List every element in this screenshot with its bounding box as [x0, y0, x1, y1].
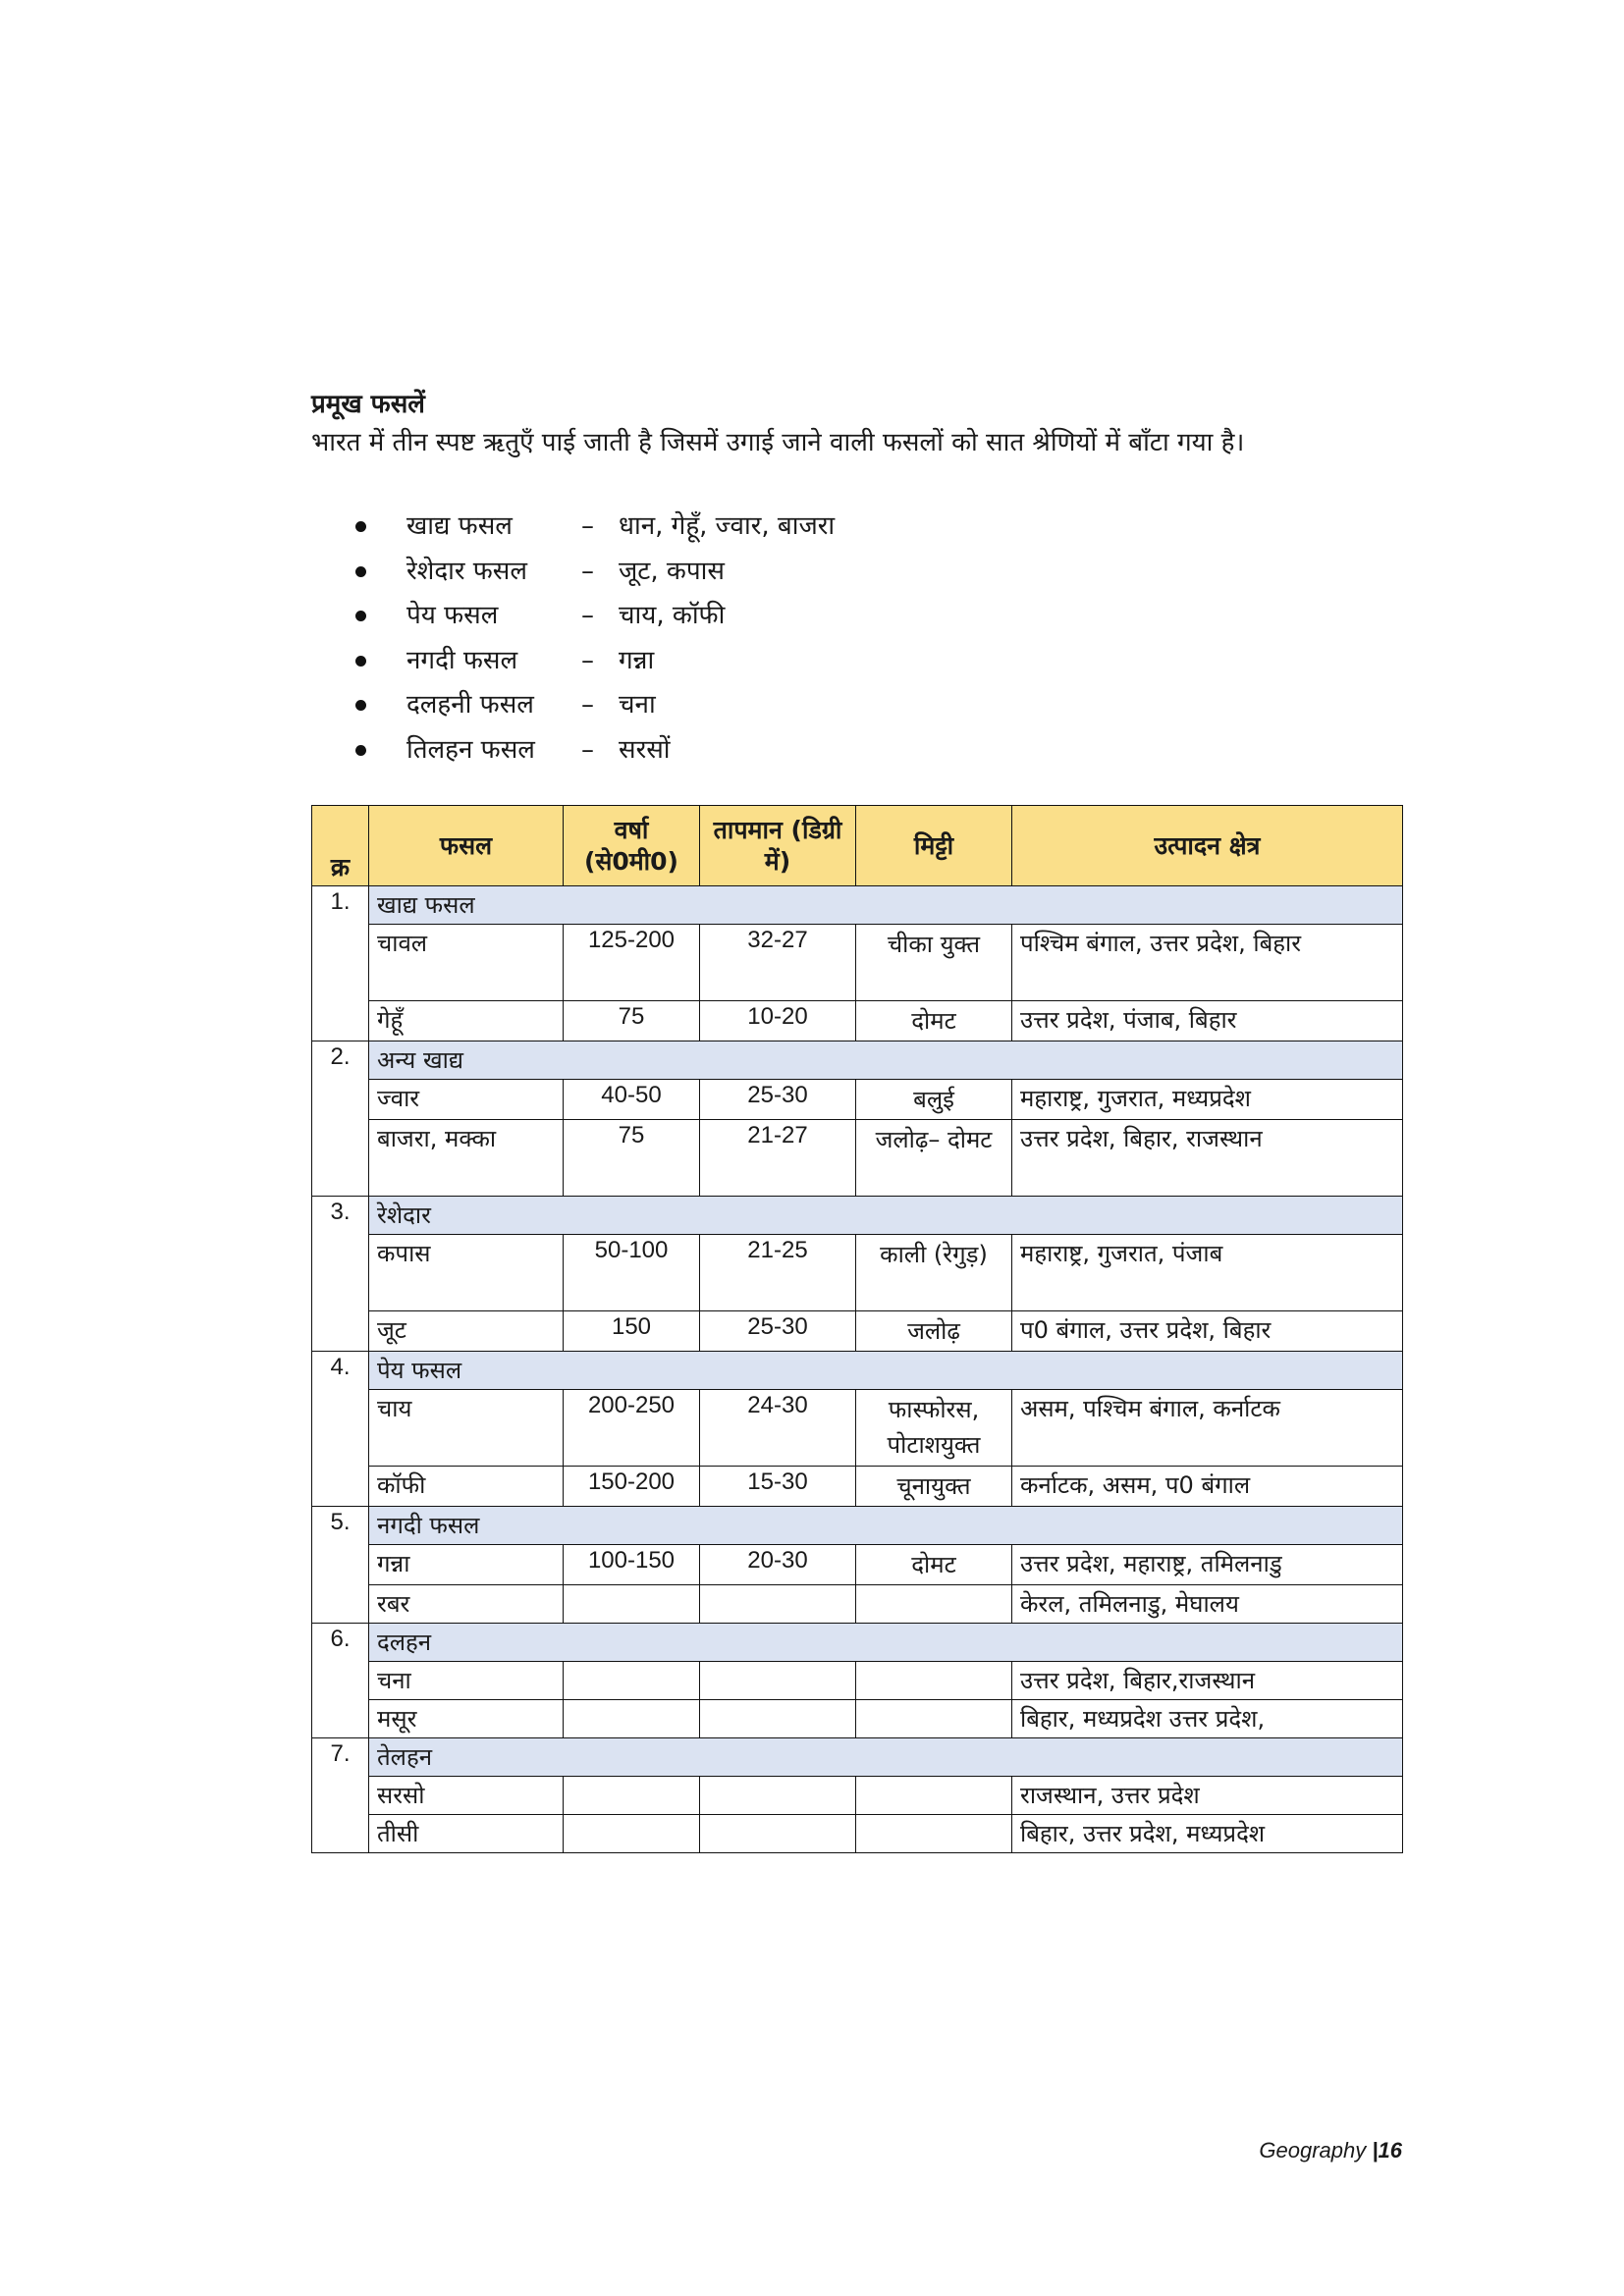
bullet-icon: [355, 566, 366, 577]
serial-number: 6.: [312, 1624, 369, 1738]
temperature-cell: 21-27: [700, 1120, 856, 1197]
production-area-cell: महाराष्ट्र, गुजरात, मध्यप्रदेश: [1012, 1080, 1403, 1120]
serial-number: 2.: [312, 1041, 369, 1197]
serial-number: 4.: [312, 1352, 369, 1507]
production-area-cell: असम, पश्चिम बंगाल, कर्नाटक: [1012, 1390, 1403, 1467]
rainfall-cell: [564, 1815, 700, 1853]
table-header-row: [312, 806, 1403, 886]
production-area-cell: महाराष्ट्र, गुजरात, पंजाब: [1012, 1235, 1403, 1311]
category-heading: रेशेदार: [369, 1197, 1403, 1235]
production-area-cell: राजस्थान, उत्तर प्रदेश: [1012, 1777, 1403, 1815]
category-examples: गन्ना: [619, 645, 655, 675]
dash: –: [581, 556, 594, 586]
category-heading: तेलहन: [369, 1738, 1403, 1777]
intro-paragraph: भारत में तीन स्पष्ट ऋतुएँ पाई जाती है जिसमें उगाई जाने वाली फसलों को सात श्रेणियों में बाँटा गया है।: [311, 428, 1245, 457]
table-row: [312, 1311, 1403, 1352]
bullet-icon: [355, 521, 366, 532]
header-sno: क्र: [312, 806, 369, 886]
production-area-cell: बिहार, उत्तर प्रदेश, मध्यप्रदेश: [1012, 1815, 1403, 1853]
table-row: [312, 1545, 1403, 1585]
temperature-cell: [700, 1777, 856, 1815]
crop-category-list: [355, 505, 835, 773]
category-name: नगदी फसल: [406, 645, 518, 675]
production-area-cell: केरल, तमिलनाडु, मेघालय: [1012, 1585, 1403, 1624]
list-item: [355, 639, 835, 684]
soil-cell: [856, 1700, 1012, 1738]
category-heading: खाद्य फसल: [369, 886, 1403, 925]
category-examples: धान, गेहूँ, ज्वार, बाजरा: [619, 511, 836, 541]
dash: –: [581, 601, 594, 630]
temperature-cell: 25-30: [700, 1080, 856, 1120]
header-area: उत्पादन क्षेत्र: [1012, 806, 1403, 886]
dash: –: [581, 645, 594, 675]
dash: –: [581, 511, 594, 541]
bullet-icon: [355, 700, 366, 711]
rainfall-cell: [564, 1777, 700, 1815]
temperature-cell: 32-27: [700, 925, 856, 1001]
table-row: [312, 1585, 1403, 1624]
rainfall-cell: 75: [564, 1001, 700, 1041]
soil-cell: जलोढ़: [856, 1311, 1012, 1352]
temperature-cell: 10-20: [700, 1001, 856, 1041]
bullet-icon: [355, 611, 366, 621]
soil-cell: चीका युक्त: [856, 925, 1012, 1001]
table-row: [312, 925, 1403, 1001]
page-footer: [1178, 2138, 1402, 2163]
serial-number: 3.: [312, 1197, 369, 1352]
category-name: दलहनी फसल: [406, 690, 534, 720]
soil-cell: [856, 1777, 1012, 1815]
crop-cell: कॉफी: [369, 1467, 564, 1507]
production-area-cell: उत्तर प्रदेश, महाराष्ट्र, तमिलनाडु: [1012, 1545, 1403, 1585]
soil-cell: जलोढ़– दोमट: [856, 1120, 1012, 1197]
crop-cell: गेहूँ: [369, 1001, 564, 1041]
table-row: [312, 1662, 1403, 1700]
temperature-cell: 24-30: [700, 1390, 856, 1467]
table-row: [312, 1815, 1403, 1853]
footer-subject: Geography: [1259, 2138, 1367, 2163]
production-area-cell: पश्चिम बंगाल, उत्तर प्रदेश, बिहार: [1012, 925, 1403, 1001]
soil-cell: [856, 1662, 1012, 1700]
footer-separator: |: [1372, 2138, 1379, 2163]
serial-number: 1.: [312, 886, 369, 1041]
serial-number: 5.: [312, 1507, 369, 1624]
soil-cell: [856, 1815, 1012, 1853]
list-item: [355, 594, 835, 639]
soil-cell: [856, 1585, 1012, 1624]
table-body: [312, 886, 1403, 1853]
header-crop: फसल: [369, 806, 564, 886]
category-examples: चना: [619, 690, 656, 720]
soil-cell: काली (रेगुड़): [856, 1235, 1012, 1311]
rainfall-cell: 50-100: [564, 1235, 700, 1311]
crop-cell: रबर: [369, 1585, 564, 1624]
rainfall-cell: 200-250: [564, 1390, 700, 1467]
crop-cell: गन्ना: [369, 1545, 564, 1585]
header-temp: तापमान (डिग्री में): [700, 806, 856, 886]
category-examples: सरसों: [619, 734, 671, 765]
crop-cell: चाय: [369, 1390, 564, 1467]
crop-cell: चावल: [369, 925, 564, 1001]
temperature-cell: [700, 1700, 856, 1738]
production-area-cell: कर्नाटक, असम, प0 बंगाल: [1012, 1467, 1403, 1507]
page-number: 16: [1378, 2138, 1402, 2163]
temperature-cell: [700, 1662, 856, 1700]
category-name: पेय फसल: [406, 601, 499, 630]
list-item: [355, 683, 835, 728]
crop-cell: तीसी: [369, 1815, 564, 1853]
temperature-cell: 15-30: [700, 1467, 856, 1507]
table-row: [312, 1235, 1403, 1311]
production-area-cell: उत्तर प्रदेश, बिहार, राजस्थान: [1012, 1120, 1403, 1197]
rainfall-cell: 40-50: [564, 1080, 700, 1120]
table-row: [312, 1777, 1403, 1815]
soil-cell: दोमट: [856, 1545, 1012, 1585]
list-item: [355, 550, 835, 595]
table-row: [312, 1700, 1403, 1738]
rainfall-cell: 100-150: [564, 1545, 700, 1585]
category-heading: पेय फसल: [369, 1352, 1403, 1390]
crops-table: [311, 805, 1403, 1853]
crop-cell: चना: [369, 1662, 564, 1700]
temperature-cell: [700, 1815, 856, 1853]
production-area-cell: प0 बंगाल, उत्तर प्रदेश, बिहार: [1012, 1311, 1403, 1352]
rainfall-cell: [564, 1585, 700, 1624]
crop-cell: सरसो: [369, 1777, 564, 1815]
table-row: [312, 1390, 1403, 1467]
table-row: [312, 1120, 1403, 1197]
soil-cell: फास्फोरस, पोटाशयुक्त: [856, 1390, 1012, 1467]
category-heading: नगदी फसल: [369, 1507, 1403, 1545]
table-row: [312, 1352, 1403, 1390]
page-title: प्रमूख फसलें: [311, 390, 425, 419]
rainfall-cell: [564, 1662, 700, 1700]
crop-cell: कपास: [369, 1235, 564, 1311]
production-area-cell: बिहार, मध्यप्रदेश उत्तर प्रदेश,: [1012, 1700, 1403, 1738]
table-row: [312, 1197, 1403, 1235]
category-name: खाद्य फसल: [406, 511, 513, 541]
table-row: [312, 886, 1403, 925]
table-row: [312, 1624, 1403, 1662]
dash: –: [581, 734, 594, 765]
category-heading: दलहन: [369, 1624, 1403, 1662]
table-row: [312, 1080, 1403, 1120]
crop-cell: मसूर: [369, 1700, 564, 1738]
dash: –: [581, 690, 594, 720]
soil-cell: बलुई: [856, 1080, 1012, 1120]
table-row: [312, 1001, 1403, 1041]
crop-cell: ज्वार: [369, 1080, 564, 1120]
list-item: [355, 505, 835, 550]
temperature-cell: 20-30: [700, 1545, 856, 1585]
crop-cell: जूट: [369, 1311, 564, 1352]
table-row: [312, 1041, 1403, 1080]
rainfall-cell: [564, 1700, 700, 1738]
table-row: [312, 1738, 1403, 1777]
rainfall-cell: 150: [564, 1311, 700, 1352]
category-examples: जूट, कपास: [619, 556, 725, 586]
category-name: रेशेदार फसल: [406, 556, 528, 586]
header-soil: मिट्टी: [856, 806, 1012, 886]
category-name: तिलहन फसल: [406, 734, 535, 765]
table-row: [312, 1507, 1403, 1545]
category-heading: अन्य खाद्य: [369, 1041, 1403, 1080]
production-area-cell: उत्तर प्रदेश, पंजाब, बिहार: [1012, 1001, 1403, 1041]
bullet-icon: [355, 745, 366, 756]
temperature-cell: [700, 1585, 856, 1624]
table-row: [312, 1467, 1403, 1507]
bullet-icon: [355, 656, 366, 667]
serial-number: 7.: [312, 1738, 369, 1853]
temperature-cell: 21-25: [700, 1235, 856, 1311]
category-examples: चाय, कॉफी: [619, 601, 726, 630]
soil-cell: दोमट: [856, 1001, 1012, 1041]
rainfall-cell: 150-200: [564, 1467, 700, 1507]
crop-cell: बाजरा, मक्का: [369, 1120, 564, 1197]
header-rain: वर्षा (से0मी0): [564, 806, 700, 886]
rainfall-cell: 75: [564, 1120, 700, 1197]
list-item: [355, 728, 835, 774]
soil-cell: चूनायुक्त: [856, 1467, 1012, 1507]
rainfall-cell: 125-200: [564, 925, 700, 1001]
temperature-cell: 25-30: [700, 1311, 856, 1352]
production-area-cell: उत्तर प्रदेश, बिहार,राजस्थान: [1012, 1662, 1403, 1700]
